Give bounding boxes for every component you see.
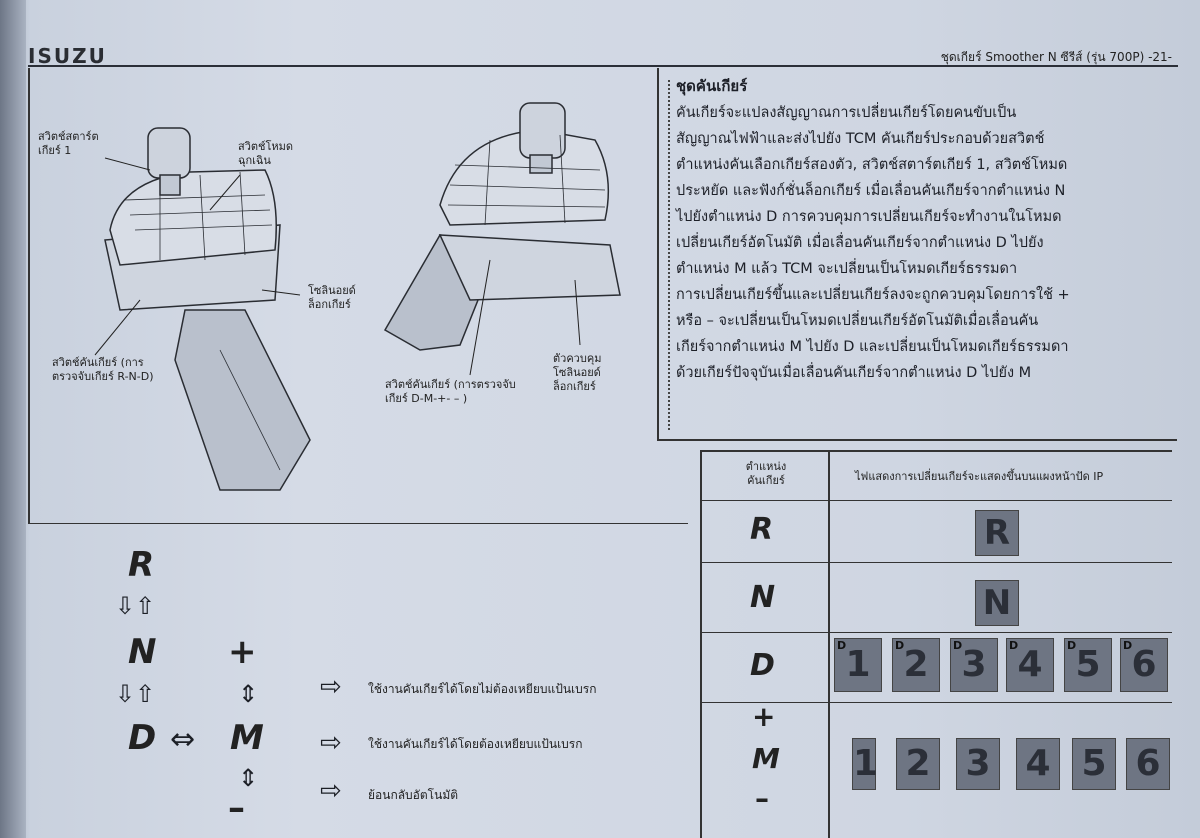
figure-divider xyxy=(28,523,688,524)
shift-plus: + xyxy=(228,632,257,672)
table-top xyxy=(700,450,1172,452)
isuzu-logo: ISUZU xyxy=(28,44,107,68)
label-rnd-switch: สวิตช์คันเกียร์ (การ ตรวจจับเกียร์ R-N-D) xyxy=(52,356,154,383)
table-row-divider xyxy=(700,500,1172,501)
text-frame-bottom xyxy=(657,439,1177,441)
label-start-switch: สวิตช์สตาร์ต เกียร์ 1 xyxy=(38,130,99,157)
table-pos-n: N xyxy=(750,580,776,615)
table-pos-r: R xyxy=(750,512,774,547)
body-line: ตำแหน่งคันเลือกเกียร์สองตัว, สวิตช์สตาร์ตเกียร์ 1, สวิตช์โหมด xyxy=(676,157,1068,173)
body-line: ไปยังตำแหน่ง D การควบคุมการเปลี่ยนเกียร์จะทำงานในโหมด xyxy=(676,209,1062,225)
shift-minus: – xyxy=(228,788,245,828)
right-arrow-icon: ⇨ xyxy=(320,672,342,702)
gear-display-d6: D 6 xyxy=(1120,638,1168,692)
up-down-arrow-icon: ⇩⇧ xyxy=(115,592,156,620)
table-row-divider xyxy=(700,562,1172,563)
table-header-display: ไฟแสดงการเปลี่ยนเกียร์จะแสดงขึ้นบนแผงหน้าปัด IP xyxy=(855,470,1104,483)
gear-display-m2: 2 xyxy=(896,738,940,790)
legend-brake: ใช้งานคันเกียร์ได้โดยต้องเหยียบแป้นเบรก xyxy=(368,737,583,751)
shift-d: D xyxy=(128,718,157,758)
gear-display-m5: 5 xyxy=(1072,738,1116,790)
callout-lines xyxy=(0,0,700,520)
body-line: หรือ – จะเปลี่ยนเป็นโหมดเปลี่ยนเกียร์อัตโนมัติเมื่อเลื่อนคัน xyxy=(676,313,1039,329)
up-down-arrow-icon: ⇕ xyxy=(238,764,259,792)
gear-display-n: N xyxy=(975,580,1019,626)
label-dm-switch: สวิตช์คันเกียร์ (การตรวจจับ เกียร์ D-M-+- – ) xyxy=(385,378,516,405)
section-body xyxy=(676,100,1176,386)
gear-display-m3: 3 xyxy=(956,738,1000,790)
body-line: สัญญาณไฟฟ้าและส่งไปยัง TCM คันเกียร์ประกอบด้วยสวิตช์ xyxy=(676,131,1045,147)
section-title: ชุดคันเกียร์ xyxy=(676,77,748,95)
table-header-position: ตำแหน่ง คันเกียร์ xyxy=(745,460,787,487)
gear-display-d3: D 3 xyxy=(950,638,998,692)
shift-m: M xyxy=(230,718,264,758)
right-arrow-icon: ⇨ xyxy=(320,728,342,758)
gear-display-d2: D 2 xyxy=(892,638,940,692)
right-arrow-icon: ⇨ xyxy=(320,776,342,806)
gear-display-m1: 1 xyxy=(852,738,876,790)
body-line: เกียร์จากตำแหน่ง M ไปยัง D และเปลี่ยนเป็นโหมดเกียร์ธรรมดา xyxy=(676,339,1069,355)
body-line: ด้วยเกียร์ปัจจุบันเมื่อเลื่อนคันเกียร์จากตำแหน่ง D ไปยัง M xyxy=(676,365,1032,381)
label-emergency-switch: สวิตช์โหมด ฉุกเฉิน xyxy=(238,140,294,167)
shift-n: N xyxy=(128,632,157,672)
gear-display-d5: D 5 xyxy=(1064,638,1112,692)
table-left xyxy=(700,450,702,838)
gear-display-m4: 4 xyxy=(1016,738,1060,790)
gear-display-r: R xyxy=(975,510,1019,556)
table-pos-d: D xyxy=(750,648,775,683)
body-line: เปลี่ยนเกียร์อัตโนมัติ เมื่อเลื่อนคันเกียร์จากตำแหน่ง D ไปยัง xyxy=(676,235,1044,251)
label-solenoid-controller: ตัวควบคุม โซลินอยด์ ล็อกเกียร์ xyxy=(553,352,602,393)
legend-no-brake: ใช้งานคันเกียร์ได้โดยไม่ต้องเหยียบแป้นเบรก xyxy=(368,682,597,696)
up-down-arrow-icon: ⇕ xyxy=(238,680,259,708)
table-pos-plus: + xyxy=(752,700,776,733)
label-lock-solenoid: โซลินอยด์ ล็อกเกียร์ xyxy=(308,284,356,311)
body-line: คันเกียร์จะแปลงสัญญาณการเปลี่ยนเกียร์โดยคนขับเป็น xyxy=(676,105,1017,121)
table-pos-minus: – xyxy=(755,782,769,815)
left-right-arrow-icon: ⇔ xyxy=(170,722,196,757)
up-down-arrow-icon: ⇩⇧ xyxy=(115,680,156,708)
body-line: การเปลี่ยนเกียร์ขึ้นและเปลี่ยนเกียร์ลงจะถูกควบคุมโดยการใช้ + xyxy=(676,287,1070,303)
page-header-title: ชุดเกียร์ Smoother N ซีรีส์ (รุ่น 700P) -21- xyxy=(940,50,1172,64)
legend-auto-return: ย้อนกลับอัตโนมัติ xyxy=(368,788,459,802)
shift-r: R xyxy=(128,545,155,585)
body-line: ตำแหน่ง M แล้ว TCM จะเปลี่ยนเป็นโหมดเกียร์ธรรมดา xyxy=(676,261,1018,277)
gear-display-d1: D 1 xyxy=(834,638,882,692)
body-line: ประหยัด และฟังก์ชั่นล็อกเกียร์ เมื่อเลื่อนคันเกียร์จากตำแหน่ง N xyxy=(676,183,1066,199)
table-pos-m: M xyxy=(752,742,780,775)
table-col-divider xyxy=(828,450,830,838)
gear-display-d4: D 4 xyxy=(1006,638,1054,692)
table-row-divider xyxy=(700,632,1172,633)
gear-display-m6: 6 xyxy=(1126,738,1170,790)
